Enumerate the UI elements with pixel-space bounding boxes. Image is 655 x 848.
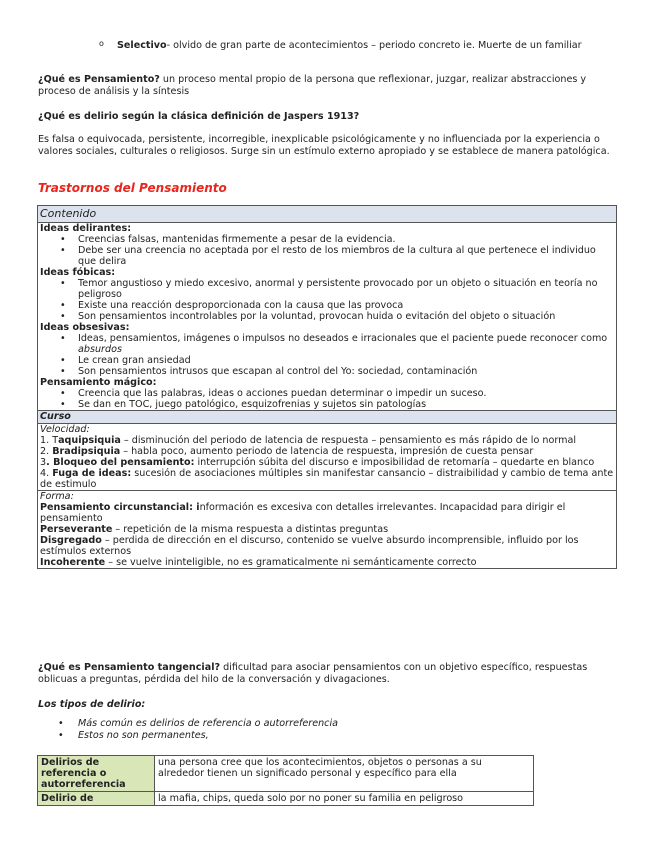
- item-num: 3: [40, 457, 47, 468]
- velocidad-label-text: Velocidad: [40, 424, 87, 435]
- velocidad-cell: [38, 424, 617, 491]
- contenido-cell: [38, 223, 617, 411]
- tangencial-answer: dificultad para asociar pensamientos con un objetivo específico, respuestas oblicuas a preguntas, pérdida del hilo de la conversación y divagaciones.: [38, 662, 588, 685]
- item-term: Pensamiento circunstancial: i: [40, 502, 200, 513]
- item-text: – repetición de la misma respuesta a distintas preguntas: [112, 524, 389, 535]
- list-item: • Creencias falsas, mantenidas firmemente a pesar de la evidencia.: [78, 234, 614, 245]
- group-title: Ideas fóbicas:: [40, 267, 116, 278]
- forma-item: [40, 524, 614, 535]
- group-title: Ideas delirantes:: [40, 223, 132, 234]
- forma-item: [40, 535, 614, 557]
- group-title: Ideas obsesivas:: [40, 322, 130, 333]
- list-item: • Le crean gran ansiedad: [78, 355, 614, 366]
- list-item-text: Ideas, pensamientos, imágenes o impulsos no deseados e irracionales que el paciente puede reconocer como: [78, 333, 608, 344]
- delirio-key: Delirio de: [38, 792, 155, 806]
- item-num: 1. T: [40, 435, 59, 446]
- italic-word: absurdos: [78, 344, 122, 355]
- forma-item: [40, 502, 614, 524]
- bullet-list: [40, 278, 614, 322]
- item-text: nformación es excesiva con detalles irrelevantes. Incapacidad para dirigir el pensamiento: [40, 502, 566, 524]
- list-item: • Son pensamientos incontrolables por la voluntad, provocan huida o evitación del objeto o situación: [78, 311, 614, 322]
- velocidad-item: [40, 435, 614, 446]
- jaspers-question: [38, 111, 623, 123]
- selectivo-desc: - olvido de gran parte de acontecimientos – periodo concreto ie. Muerte de un familiar: [166, 40, 582, 51]
- tipos-title: Los tipos de delirio:: [38, 699, 146, 710]
- forma-item: [40, 557, 614, 568]
- jaspers-question-text: ¿Qué es delirio según la clásica definición de Jaspers 1913?: [38, 111, 360, 122]
- tangencial-definition: [38, 662, 628, 686]
- item-term: . Bloqueo del pensamiento:: [46, 457, 195, 468]
- item-text: – perdida de dirección en el discurso, contenido se vuelve absurdo incomprensible, influido por los estímulos externos: [40, 535, 579, 557]
- item-text: sucesión de asociaciones múltiples sin manifestar cansancio – distraibilidad y cambio de tema ante de estimulo: [40, 468, 614, 490]
- forma-label: Forma:: [40, 491, 74, 502]
- bullet-list: [40, 234, 614, 267]
- item-term: aquipsiquia: [58, 435, 121, 446]
- group-title: Pensamiento mágico:: [40, 377, 157, 388]
- list-item: • Se dan en TOC, juego patológico, esquizofrenias y sujetos sin patologías: [78, 399, 614, 410]
- circle-bullet: o: [99, 39, 104, 48]
- bullet-list: [40, 333, 614, 377]
- item-term: Incoherente: [40, 557, 106, 568]
- pensamiento-definition: [38, 74, 623, 98]
- item-term: Perseverante: [40, 524, 113, 535]
- section-title: Trastornos del Pensamiento: [38, 181, 227, 195]
- list-item: • Debe ser una creencia no aceptada por el resto de los miembros de la cultura al que pertenece el individuo que delira: [78, 245, 614, 267]
- bullet-list: [40, 388, 614, 410]
- item-text: interrupción súbita del discurso e imposibilidad de retomaría – quedarte en blanco: [194, 457, 595, 468]
- velocidad-item: [40, 446, 614, 457]
- forma-cell: [38, 491, 617, 569]
- forma-label-text: Forma: [40, 491, 71, 502]
- contenido-header: Contenido: [38, 206, 617, 223]
- list-item: • Estos no son permanentes,: [78, 730, 338, 742]
- velocidad-item: [40, 457, 614, 468]
- delirio-key: Delirios de referencia o autorreferencia: [38, 756, 155, 792]
- item-term: Fuga de ideas:: [52, 468, 132, 479]
- table-row: [38, 756, 534, 792]
- list-item: • Más común es delirios de referencia o autorreferencia: [78, 718, 338, 730]
- velocidad-item: [40, 468, 614, 490]
- curso-header: Curso: [38, 411, 617, 424]
- list-item: • Temor angustioso y miedo excesivo, anormal y persistente provocado por un objeto o situación en teoría no peligroso: [78, 278, 614, 300]
- delirios-table: [37, 755, 534, 806]
- pensamiento-answer: un proceso mental propio de la persona que reflexionar, juzgar, realizar abstracciones y proceso de análisis y la síntesis: [38, 74, 587, 97]
- item-text: – disminución del periodo de latencia de respuesta – pensamiento es más rápido de lo normal: [120, 435, 576, 446]
- pensamiento-question: ¿Qué es Pensamiento?: [38, 74, 160, 85]
- selectivo-text: [117, 38, 597, 54]
- trastornos-table: [37, 205, 617, 569]
- item-num: 2.: [40, 446, 53, 457]
- jaspers-answer: Es falsa o equivocada, persistente, incorregible, inexplicable psicológicamente y no influenciada por la experiencia o valores sociales, culturales o religiosos. Surge sin un estímulo externo apropiado y se establece de manera patológica.: [38, 134, 610, 157]
- item-term: Disgregado: [40, 535, 102, 546]
- item-text: – se vuelve ininteligible, no es gramaticalmente ni semánticamente correcto: [105, 557, 477, 568]
- velocidad-label: Velocidad:: [40, 424, 90, 435]
- item-term: Bradipsiquia: [52, 446, 121, 457]
- delirio-value: una persona cree que los acontecimientos, objetos o personas a su alrededor tienen un significado personal y específico para ella: [155, 756, 534, 792]
- list-item: • Existe una reacción desproporcionada con la causa que las provoca: [78, 300, 614, 311]
- table-row: [38, 792, 534, 806]
- list-item: • Son pensamientos intrusos que escapan al control del Yo: sociedad, contaminación: [78, 366, 614, 377]
- item-num: 4.: [40, 468, 53, 479]
- selectivo-term: Selectivo: [117, 40, 167, 51]
- list-item: • Creencia que las palabras, ideas o acciones puedan determinar o impedir un suceso.: [78, 388, 614, 399]
- tangencial-question: ¿Qué es Pensamiento tangencial?: [38, 662, 221, 673]
- list-item: [78, 333, 614, 355]
- tipos-list: [56, 718, 338, 742]
- delirio-value: la mafia, chips, queda solo por no poner su familia en peligroso: [155, 792, 534, 806]
- item-text: – habla poco, aumento periodo de latencia de respuesta, impresión de cuesta pensar: [120, 446, 534, 457]
